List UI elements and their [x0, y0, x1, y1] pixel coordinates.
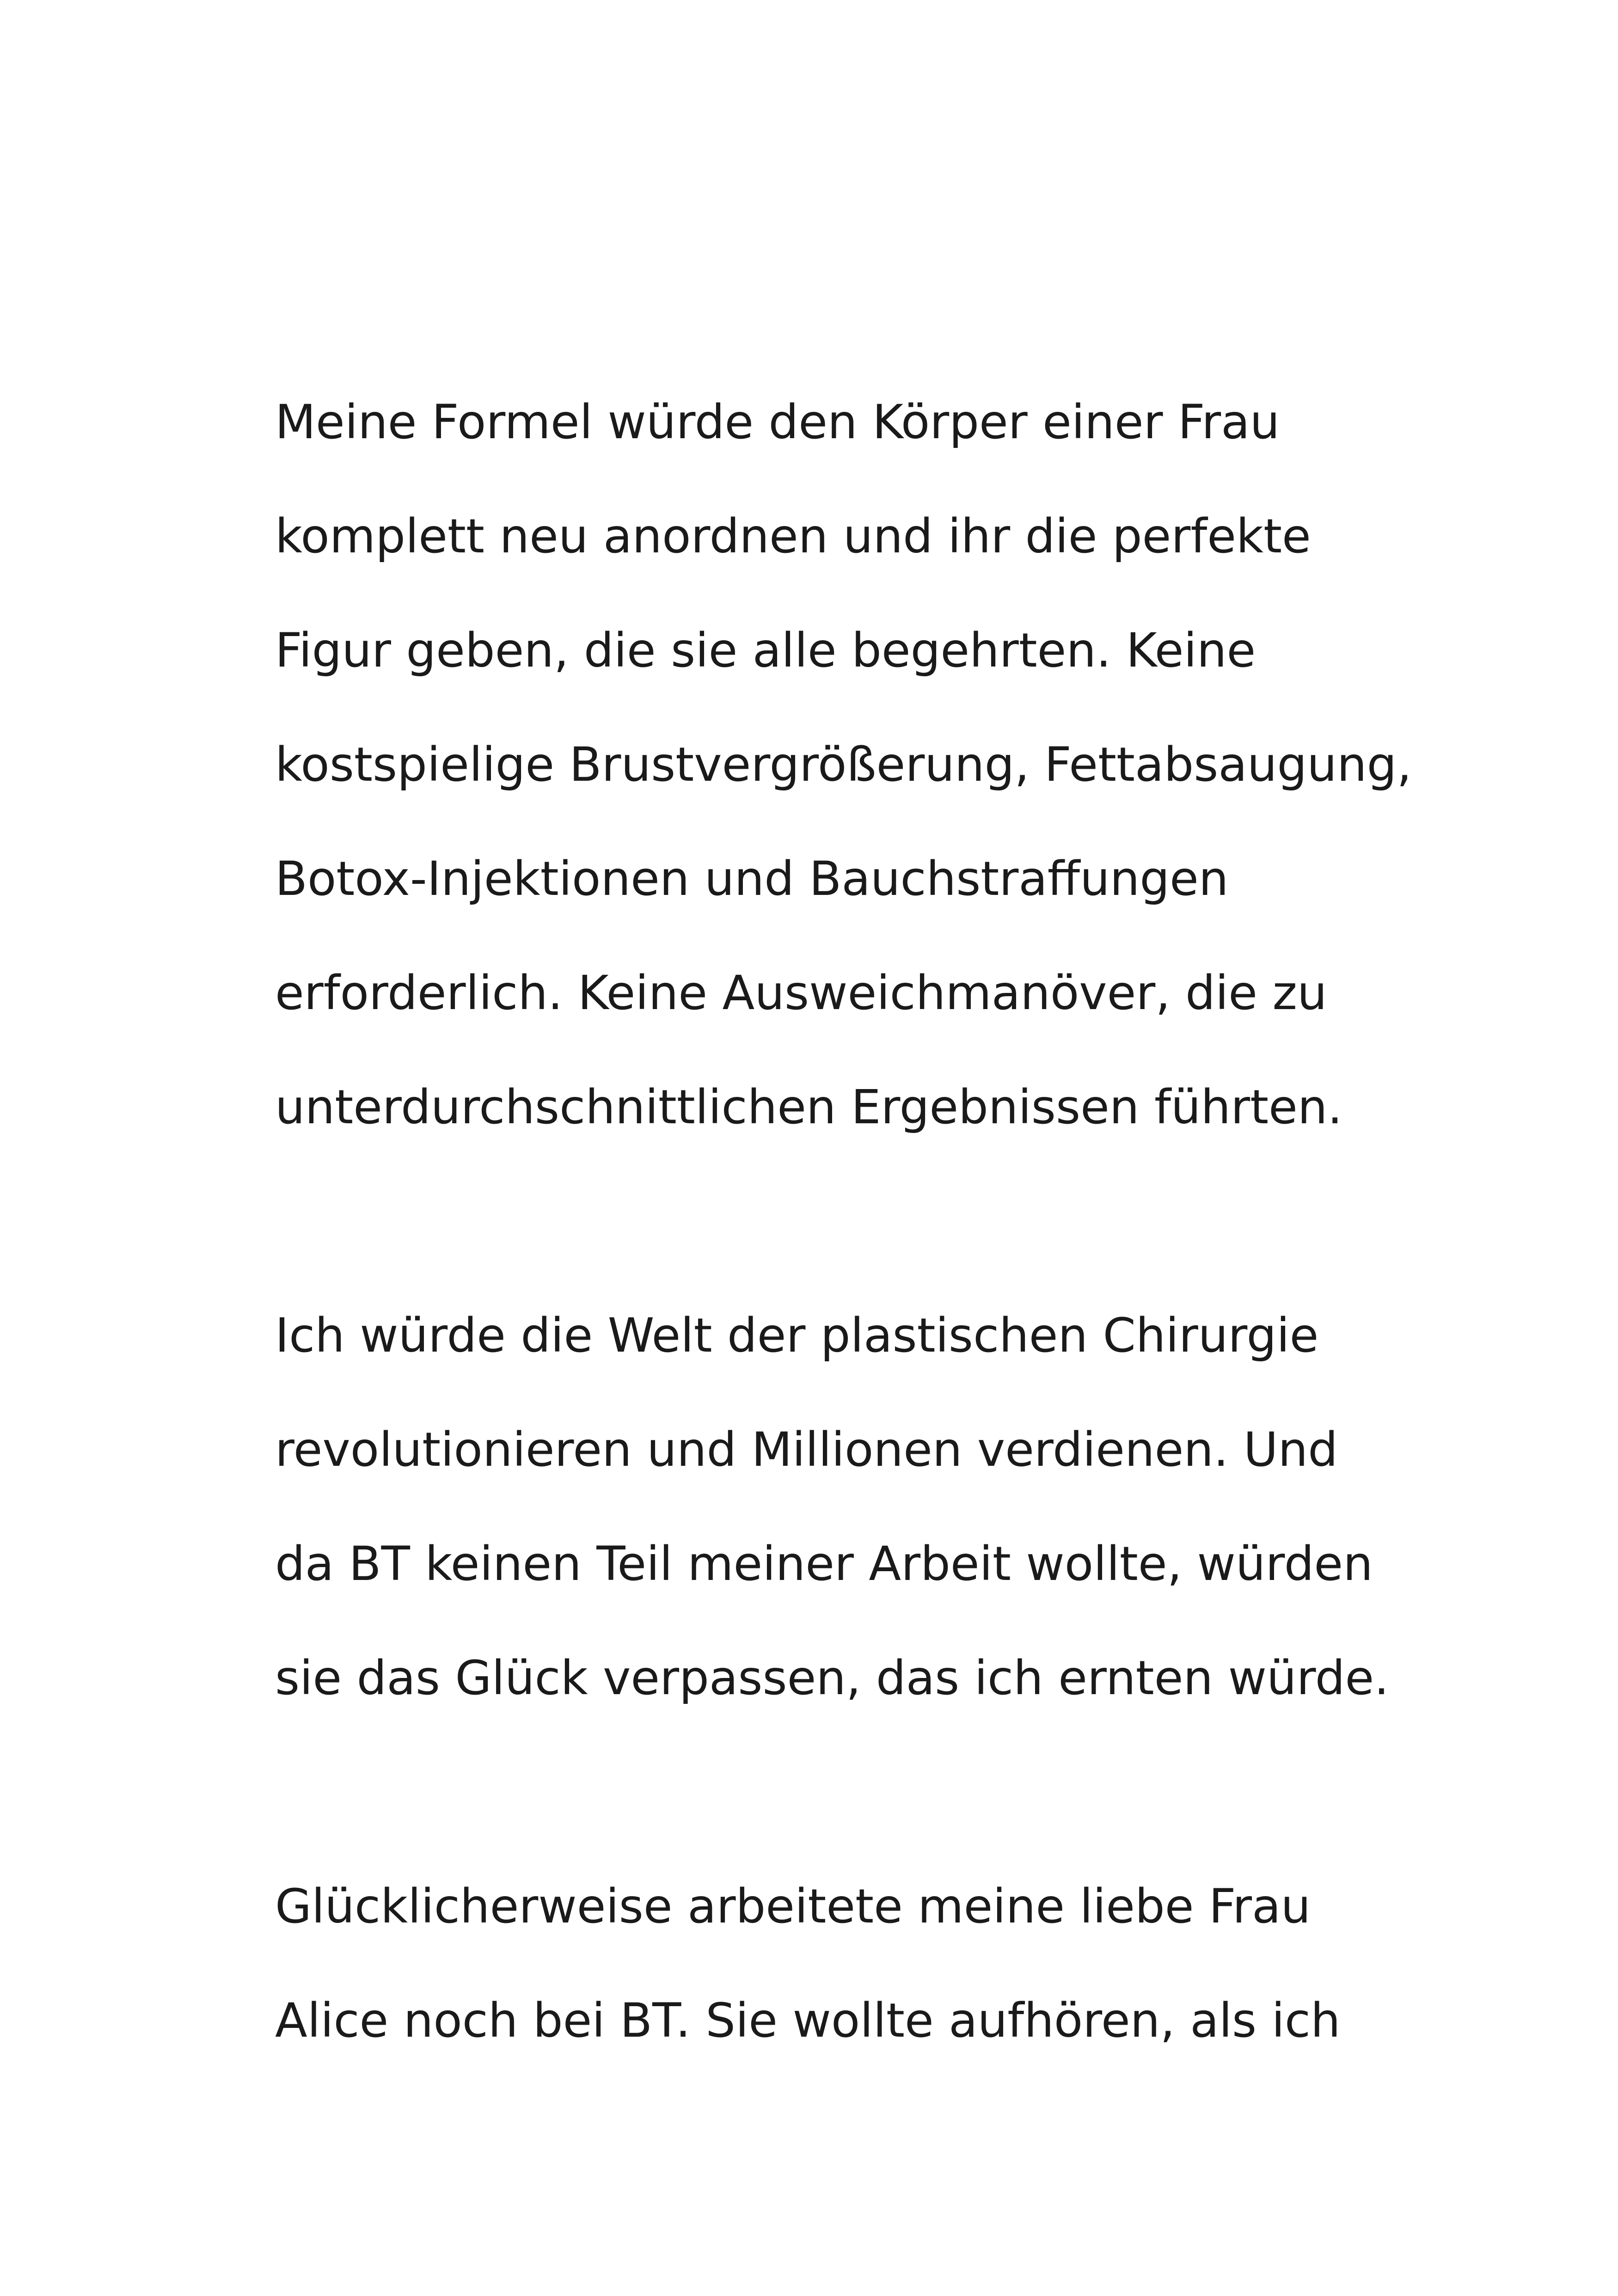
- text-line: revolutionieren und Millionen verdienen. Und: [275, 1422, 1338, 1477]
- body-text: [275, 365, 1523, 2192]
- text-line: unterdurchschnittlichen Ergebnissen führten.: [275, 1080, 1342, 1135]
- text-line: Botox-Injektionen und Bauchstraffungen: [275, 851, 1229, 906]
- text-line: Figur geben, die sie alle begehrten. Keine: [275, 623, 1256, 678]
- text-line: da BT keinen Teil meiner Arbeit wollte, würden: [275, 1537, 1373, 1592]
- paragraph-1: [275, 365, 1523, 1164]
- text-line: kostspielige Brustvergrößerung, Fettabsaugung,: [275, 737, 1412, 792]
- text-line: Meine Formel würde den Körper einer Frau: [275, 395, 1280, 450]
- text-line: Ich würde die Welt der plastischen Chirurgie: [275, 1308, 1319, 1363]
- text-line: sie das Glück verpassen, das ich ernten würde.: [275, 1651, 1389, 1706]
- paragraph-3: [275, 1849, 1523, 2078]
- text-line: komplett neu anordnen und ihr die perfekte: [275, 509, 1311, 564]
- text-line: erforderlich. Keine Ausweichmanöver, die zu: [275, 966, 1327, 1021]
- paragraph-2: [275, 1279, 1523, 1735]
- text-line: Alice noch bei BT. Sie wollte aufhören, als ich: [275, 1993, 1341, 2048]
- text-line: Glücklicherweise arbeitete meine liebe Frau: [275, 1879, 1311, 1934]
